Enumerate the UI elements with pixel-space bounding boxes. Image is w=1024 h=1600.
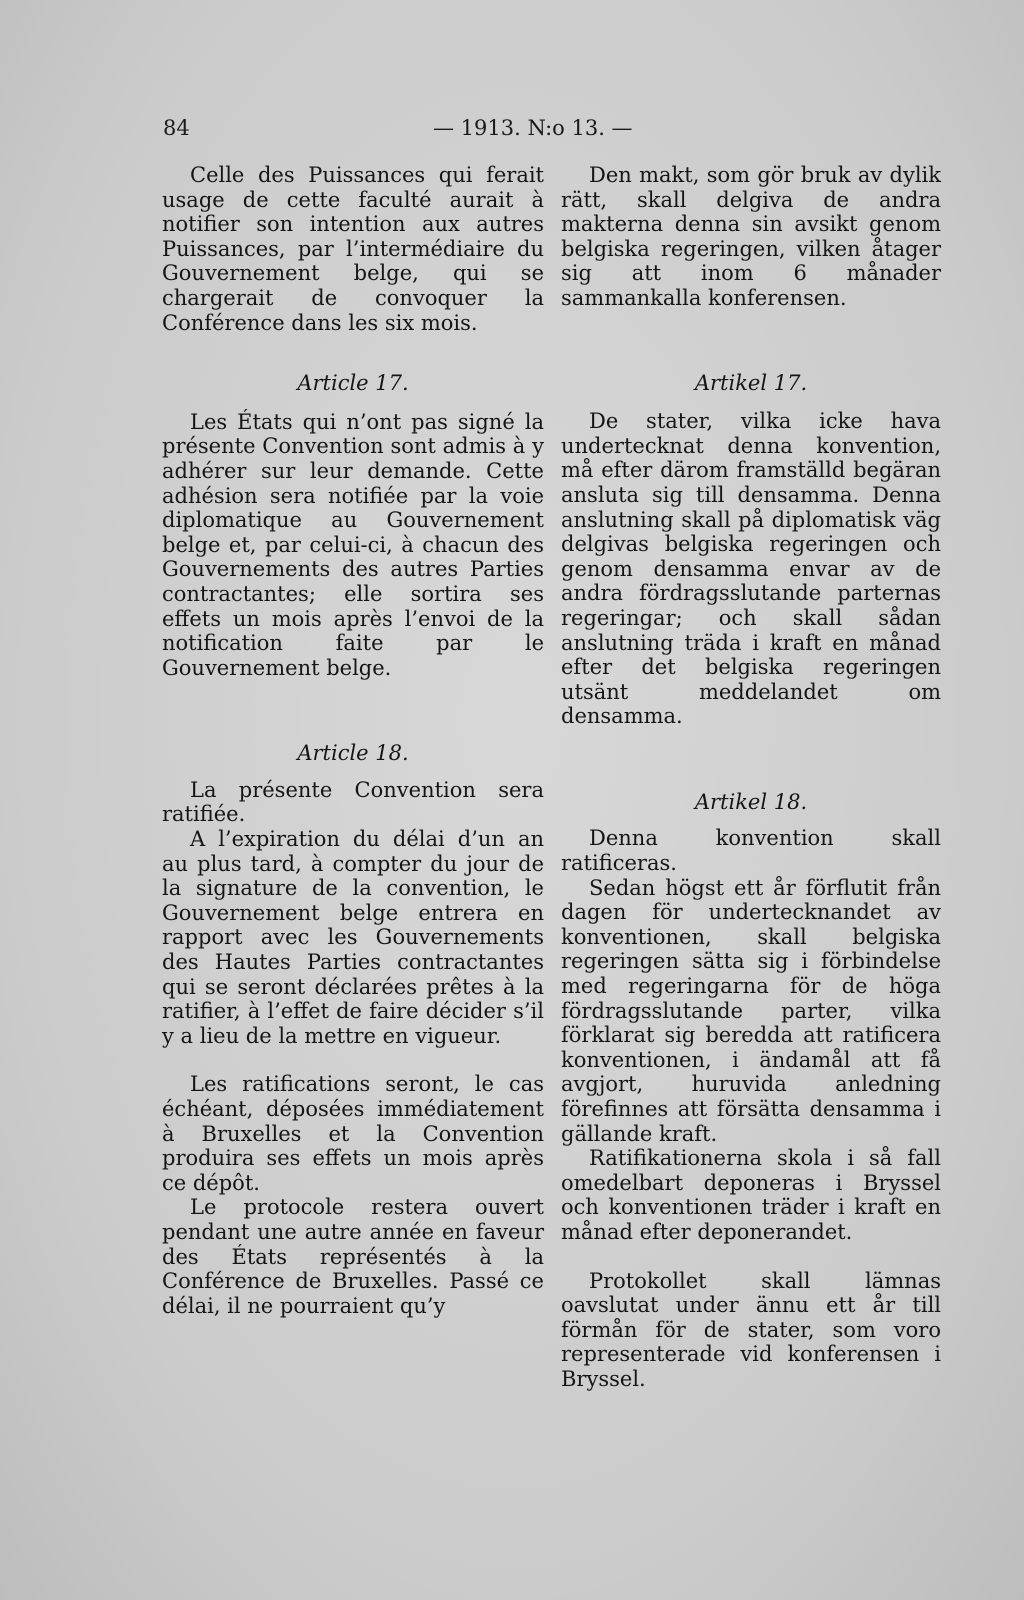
page-header	[163, 116, 953, 146]
sv-artikel-18-p1: Denna konvention skall ratificeras.	[561, 826, 941, 876]
page-number: 84	[163, 116, 190, 140]
sv-artikel-17-title: Artikel 17.	[694, 370, 808, 395]
sv-artikel-18-p4: Protokollet skall lämnas oavslutat under ännu ett år till förmån för de stater, som voro representerade vid konferensen i Bryssel.	[561, 1268, 941, 1391]
sv-artikel-18-p3: Ratifikationerna skola i så fall omedelbart deponeras i Bryssel och konventionen träder i kraft en månad efter deponerandet.	[561, 1146, 941, 1244]
running-head: — 1913. N:o 13. —	[433, 116, 633, 140]
fr-article-18-p4: Le protocole restera ouvert pendant une autre année en faveur des États représentés à la Conférence de Bruxelles. Passé ce délai, il ne pourraient qu’y	[162, 1195, 544, 1318]
fr-article-18-title: Article 18.	[297, 741, 409, 766]
fr-article-18-p1: La présente Convention sera ratifiée.	[162, 777, 544, 827]
sv-artikel-18-p2: Sedan högst ett år förflutit från dagen för undertecknandet av konventionen, skall belgiska regeringen sätta sig i förbindelse med regeringarna för de höga fördragsslutande parter, vilka förklarat sig beredda att ratificera konventionen, i ändamål att få avgjort, huruvida anledning förefinnes att försätta densamma i gällande kraft.	[561, 875, 941, 1146]
fr-paragraph-conference: Celle des Puissances qui ferait usage de cette faculté aurait à notifier son intention aux autres Puissances, par l’intermédiaire du Gouvernement belge, qui se chargerait de convoquer la Conférence dans les six mois.	[162, 163, 544, 335]
sv-artikel-18-title: Artikel 18.	[694, 789, 808, 814]
sv-paragraph-konferens: Den makt, som gör bruk av dylik rätt, skall delgiva de andra makterna denna sin avsikt genom belgiska regeringen, vilken åtager sig att inom 6 månader sammankalla konferensen.	[561, 163, 941, 310]
french-column	[162, 163, 544, 1318]
fr-article-17-title: Article 17.	[297, 371, 409, 396]
sv-artikel-17-text: De stater, vilka icke hava undertecknat denna konvention, må efter därom framställd begäran ansluta sig till densamma. Denna anslutning skall på diplomatisk väg delgivas belgiska regeringen och genom densamma envar av de andra fördragsslutande parternas regeringar; och skall sådan anslutning träda i kraft en månad efter det belgiska regeringen utsänt meddelandet om densamma.	[561, 409, 941, 729]
fr-article-18-p2: A l’expiration du délai d’un an au plus tard, à compter du jour de la signature de la convention, le Gouvernement belge entrera en rapport avec les Gouvernements des Hautes Parties contractantes qui se seront déclarées prêtes à la ratifier, à l’effet de faire décider s’il y a lieu de la mettre en vigueur.	[162, 827, 544, 1048]
fr-article-18-p3: Les ratifications seront, le cas échéant, déposées immédiatement à Bruxelles et la Convention produira ses effets un mois après ce dépôt.	[162, 1072, 544, 1195]
swedish-column	[561, 163, 941, 1392]
fr-article-17-text: Les États qui n’ont pas signé la présente Convention sont admis à y adhérer sur leur demande. Cette adhésion sera notifiée par la voie diplomatique au Gouvernement belge et, par celui-ci, à chacun des Gouvernements des autres Parties contractantes; elle sortira ses effets un mois après l’envoi de la notification faite par le Gouvernement belge.	[162, 409, 544, 680]
